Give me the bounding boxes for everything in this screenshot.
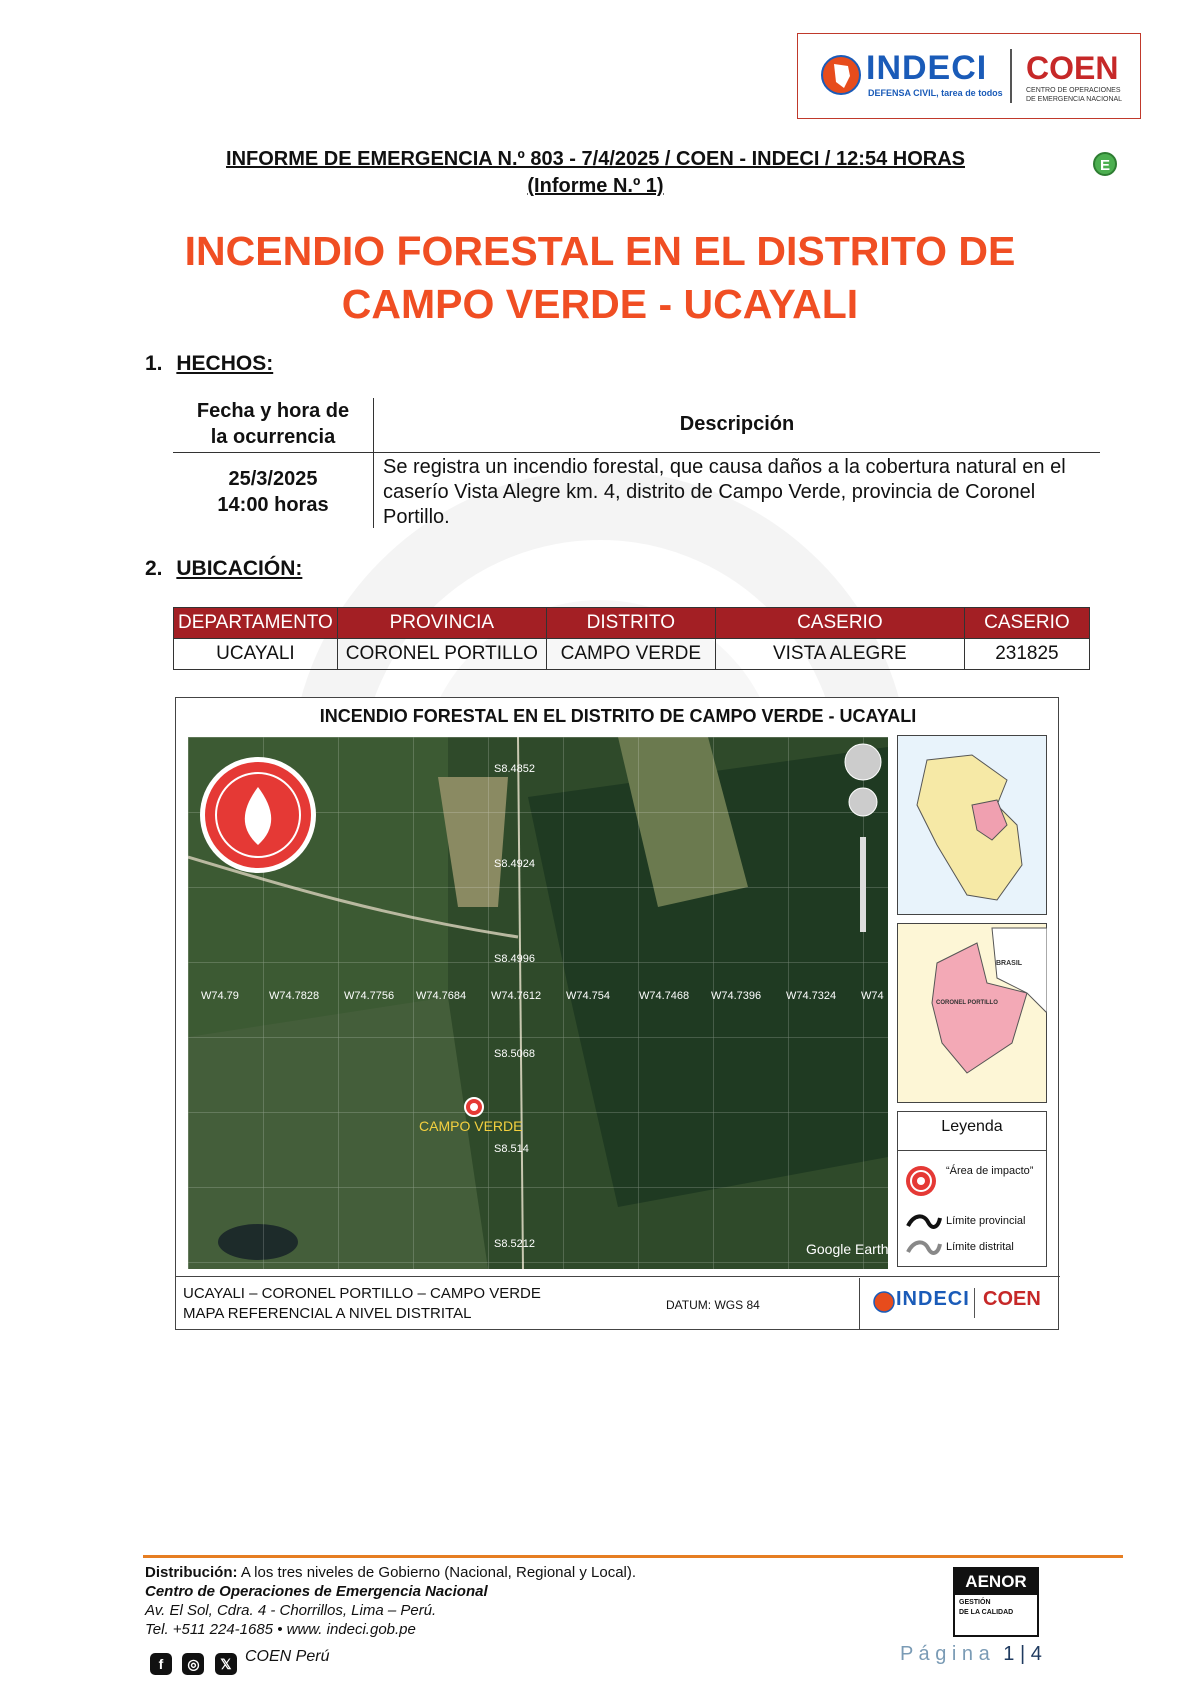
coen-brand: COEN xyxy=(1026,50,1119,86)
lon-label: W74.79 xyxy=(201,990,239,1002)
lat-label: S8.5068 xyxy=(494,1048,535,1060)
section-number: 1. xyxy=(145,352,163,375)
map-datum: DATUM: WGS 84 xyxy=(666,1298,760,1312)
hechos-datetime xyxy=(173,466,373,518)
lat-label: S8.4852 xyxy=(494,763,535,775)
lat-label: S8.5212 xyxy=(494,1238,535,1250)
page-total: 4 xyxy=(1030,1643,1042,1665)
lat-label: S8.4924 xyxy=(494,858,535,870)
social-handle: COEN Perú xyxy=(245,1648,330,1665)
page-separator: | xyxy=(1019,1643,1026,1665)
indeci-logo-icon xyxy=(820,52,862,98)
main-title-line1: INCENDIO FORESTAL EN EL DISTRITO DE xyxy=(184,228,1016,274)
col1-header-line2: la ocurrencia xyxy=(210,426,336,448)
x-icon[interactable]: 𝕏 xyxy=(215,1653,237,1675)
header-distrito: DISTRITO xyxy=(546,608,715,639)
hechos-date: 25/3/2025 xyxy=(228,468,318,490)
inset-map-ucayali xyxy=(897,923,1047,1103)
hechos-time: 14:00 horas xyxy=(217,494,329,516)
header-caserio: CASERIO xyxy=(715,608,964,639)
map-footer-divider xyxy=(176,1276,1060,1277)
instagram-icon[interactable]: ◎ xyxy=(182,1653,204,1675)
report-header-line1: INFORME DE EMERGENCIA N.º 803 - 7/4/2025 / COEN - INDECI / 12:54 HORAS xyxy=(226,148,965,170)
hechos-header-rule xyxy=(173,452,1100,453)
place-label-campo-verde: CAMPO VERDE xyxy=(419,1118,523,1134)
legend-title: Leyenda xyxy=(941,1118,1003,1135)
map-title: INCENDIO FORESTAL EN EL DISTRITO DE CAMPO VERDE - UCAYALI xyxy=(319,706,917,726)
indeci-logo-icon xyxy=(873,1290,895,1314)
section-number: 2. xyxy=(145,557,163,580)
footer-contact: Tel. +511 224-1685 • www. indeci.gob.pe xyxy=(145,1621,416,1638)
coen-tagline-1: CENTRO DE OPERACIONES xyxy=(1026,87,1121,94)
cell-caserio: VISTA ALEGRE xyxy=(715,639,964,670)
header-caserio-code: CASERIO xyxy=(964,608,1089,639)
hechos-col1-header xyxy=(173,398,373,450)
indeci-tagline: DEFENSA CIVIL, tarea de todos xyxy=(868,88,1003,98)
footer-distribution xyxy=(145,1564,636,1581)
lon-label: W74.7684 xyxy=(416,990,467,1002)
map-coen-brand: COEN xyxy=(983,1288,1041,1310)
table-row xyxy=(174,639,1090,670)
map-indeci-brand: INDECI xyxy=(896,1288,970,1310)
map-footer-line1: UCAYALI – CORONEL PORTILLO – CAMPO VERDE xyxy=(183,1285,541,1302)
header-departamento: DEPARTAMENTO xyxy=(174,608,338,639)
hechos-description: Se registra un incendio forestal, que causa daños a la cobertura natural en el caserío Vista Alegre km. 4, distrito de Campo Verde, provincia de Coronel Portillo. xyxy=(383,456,1066,528)
district-boundary-icon xyxy=(906,1238,942,1256)
map-figure xyxy=(175,697,1059,1330)
legend-item-impact: “Área de impacto” xyxy=(946,1165,1034,1177)
lon-label: W74.7324 xyxy=(786,990,837,1002)
main-title-line2: CAMPO VERDE - UCAYALI xyxy=(341,281,859,327)
cell-provincia: CORONEL PORTILLO xyxy=(337,639,546,670)
header-provincia: PROVINCIA xyxy=(337,608,546,639)
hechos-col2-header: Descripción xyxy=(679,413,795,435)
lon-label: W74.7396 xyxy=(711,990,762,1002)
inset-map-peru xyxy=(897,735,1047,915)
logo-divider xyxy=(1010,49,1012,103)
map-footer-vdivider xyxy=(859,1278,860,1330)
lon-label: W74.754 xyxy=(566,990,611,1002)
lat-label: S8.4996 xyxy=(494,953,535,965)
page-number: 1 xyxy=(1003,1643,1015,1665)
cell-departamento: UCAYALI xyxy=(174,639,338,670)
report-badge-icon: E xyxy=(1093,152,1117,176)
col1-header-line1: Fecha y hora de xyxy=(196,400,350,422)
section-label: UBICACIÓN: xyxy=(176,557,303,580)
cell-distrito: CAMPO VERDE xyxy=(546,639,715,670)
page-label: P á g i n a xyxy=(900,1643,990,1665)
ubicacion-header-row xyxy=(174,608,1090,639)
footer-dist-text: A los tres niveles de Gobierno (Nacional, Regional y Local). xyxy=(237,1564,637,1581)
google-earth-label: Google Earth xyxy=(806,1241,889,1257)
ubicacion-table xyxy=(173,607,1090,670)
section-label: HECHOS: xyxy=(176,352,274,375)
map-legend xyxy=(897,1111,1047,1267)
coen-tagline-2: DE EMERGENCIA NACIONAL xyxy=(1026,96,1123,103)
facebook-icon[interactable]: f xyxy=(150,1653,172,1675)
impact-area-icon xyxy=(904,1164,938,1198)
aenor-sub2: DE LA CALIDAD xyxy=(959,1609,1014,1616)
lon-label: W74.7828 xyxy=(269,990,320,1002)
satellite-map xyxy=(188,737,888,1269)
lon-label: W74.7468 xyxy=(639,990,690,1002)
inset-label-coronel: CORONEL PORTILLO xyxy=(936,1000,998,1006)
cell-caserio-code: 231825 xyxy=(964,639,1089,670)
aenor-label: AENOR xyxy=(955,1569,1037,1595)
aenor-badge xyxy=(953,1567,1039,1637)
footer-org: Centro de Operaciones de Emergencia Nacional xyxy=(145,1583,488,1600)
legend-item-provincial: Límite provincial xyxy=(946,1215,1026,1227)
report-header-line2: (Informe N.º 1) xyxy=(527,175,664,197)
aenor-sub1: GESTIÓN xyxy=(959,1599,991,1606)
footer-address: Av. El Sol, Cdra. 4 - Chorrillos, Lima – Perú. xyxy=(145,1602,437,1619)
map-footer-line2: MAPA REFERENCIAL A NIVEL DISTRITAL xyxy=(183,1305,472,1322)
inset-label-brasil: BRASIL xyxy=(996,960,1023,967)
page-indicator xyxy=(900,1643,1042,1666)
social-icons xyxy=(150,1653,237,1675)
provincial-boundary-icon xyxy=(906,1212,942,1230)
legend-item-district: Límite distrital xyxy=(946,1241,1014,1253)
lon-label: W74.7612 xyxy=(491,990,542,1002)
section-ubicacion-heading xyxy=(145,557,302,581)
lon-label: W74 xyxy=(861,990,884,1002)
lat-label: S8.514 xyxy=(494,1143,529,1155)
indeci-brand: INDECI xyxy=(866,49,988,87)
footer-rule xyxy=(143,1555,1123,1558)
header-logo-box xyxy=(797,33,1141,119)
footer-dist-label: Distribución: xyxy=(145,1564,238,1581)
legend-divider xyxy=(898,1150,1046,1151)
map-logo-divider xyxy=(974,1288,975,1318)
section-hechos-heading xyxy=(145,352,273,376)
lon-label: W74.7756 xyxy=(344,990,395,1002)
